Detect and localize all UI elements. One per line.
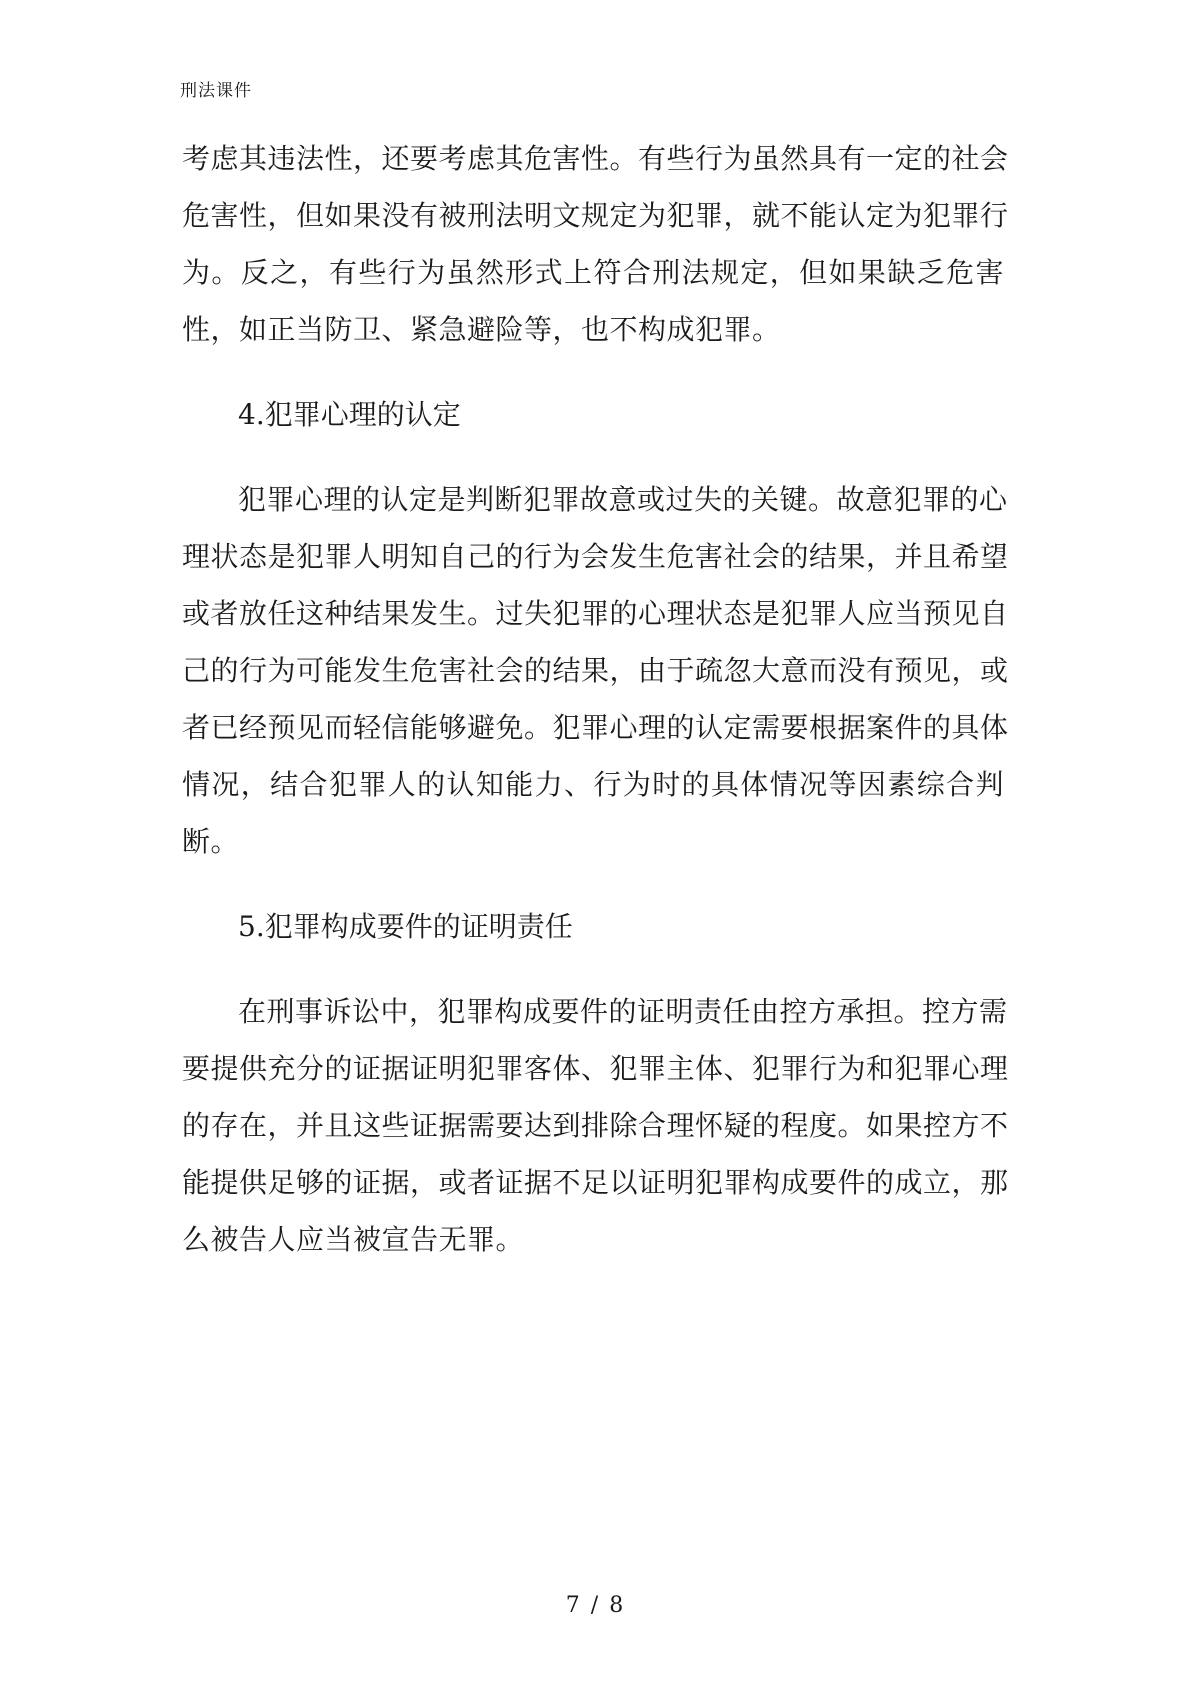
paragraph xyxy=(182,983,1009,1268)
paragraph xyxy=(182,130,1009,358)
paragraph-line: 性，如正当防卫、紧急避险等，也不构成犯罪。 xyxy=(182,313,781,346)
paragraph-line: 己的行为可能发生危害社会的结果，由于疏忽大意而没有预见，或 xyxy=(182,654,1009,687)
paragraph xyxy=(182,471,1009,870)
paragraph-line: 危害性，但如果没有被刑法明文规定为犯罪，就不能认定为犯罪行 xyxy=(182,199,1009,232)
document-body xyxy=(182,130,1009,1268)
paragraph-line: 要提供充分的证据证明犯罪客体、犯罪主体、犯罪行为和犯罪心理 xyxy=(182,1052,1009,1085)
paragraph-line: 么被告人应当被宣告无罪。 xyxy=(182,1223,525,1256)
paragraph-line: 在刑事诉讼中，犯罪构成要件的证明责任由控方承担。控方需 xyxy=(238,995,1008,1028)
page-number: 7 / 8 xyxy=(565,1593,626,1618)
paragraph-line: 为。反之，有些行为虽然形式上符合刑法规定，但如果缺乏危害 xyxy=(182,256,1004,289)
paragraph-line: 能提供足够的证据，或者证据不足以证明犯罪构成要件的成立，那 xyxy=(182,1166,1009,1199)
page-header: 刑法课件 xyxy=(180,81,252,101)
paragraph-line: 考虑其违法性，还要考虑其危害性。有些行为虽然具有一定的社会 xyxy=(182,142,1009,175)
paragraph-line: 犯罪心理的认定是判断犯罪故意或过失的关键。故意犯罪的心 xyxy=(238,483,1008,516)
section-heading: 4.犯罪心理的认定 xyxy=(238,398,461,431)
paragraph-line: 或者放任这种结果发生。过失犯罪的心理状态是犯罪人应当预见自 xyxy=(182,597,1009,630)
paragraph-line: 断。 xyxy=(182,825,240,858)
paragraph-line: 情况，结合犯罪人的认知能力、行为时的具体情况等因素综合判 xyxy=(182,768,1004,801)
paragraph-line: 的存在，并且这些证据需要达到排除合理怀疑的程度。如果控方不 xyxy=(182,1109,1009,1142)
paragraph-line: 理状态是犯罪人明知自己的行为会发生危害社会的结果，并且希望 xyxy=(182,540,1009,573)
paragraph-line: 者已经预见而轻信能够避免。犯罪心理的认定需要根据案件的具体 xyxy=(182,711,1009,744)
section-heading: 5.犯罪构成要件的证明责任 xyxy=(238,910,573,943)
